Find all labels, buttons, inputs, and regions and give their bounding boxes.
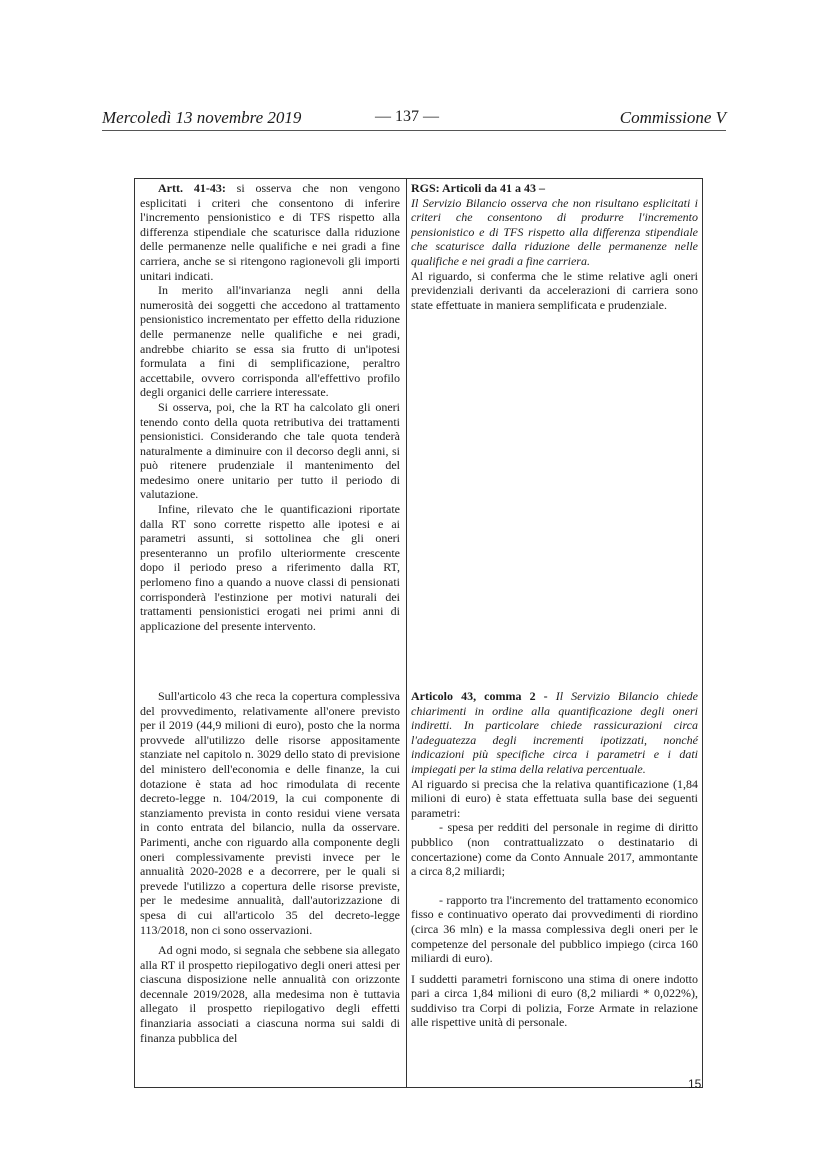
row2-right-heading: Articolo 43, comma 2 - <box>411 689 548 703</box>
header-date: Mercoledì 13 novembre 2019 <box>102 108 302 127</box>
row1-right-cell <box>411 181 698 312</box>
header-page-number: — 137 — <box>375 108 439 125</box>
row2-right-p2: Al riguardo si precisa che la relativa quantificazione (1,84 milioni di euro) è stata effettuata sulla base dei seguenti parametri: <box>411 776 698 820</box>
row2-right-bullet1: - spesa per redditi del personale in regime di diritto pubblico (non contrattualizzato o destinatario di concertazione) come da Conto Annuale 2017, ammontante a circa 8,2 miliardi; <box>411 820 698 879</box>
page-header <box>102 108 726 130</box>
column-divider <box>406 179 407 1087</box>
row1-right-p2: Al riguardo, si conferma che le stime relative agli oneri previdenziali derivanti da accelerazioni di carriera sono state effettuate in maniera semplificata e prudenziale. <box>411 268 698 312</box>
row2-left-p2: Ad ogni modo, si segnala che sebbene sia allegato alla RT il prospetto riepilogativo degli oneri attesi per ciascuna disposizione nelle annualità con orizzonte decennale 2019/2028, alla medesima non è tuttavia allegato il prospetto riepilogativo degli effetti finanziaria associati a ciascuna norma sui saldi di finanza pubblica del <box>140 943 400 1045</box>
row1-left-heading: Artt. 41-43: <box>158 181 226 195</box>
row1-left-cell <box>140 181 400 633</box>
row2-right-bullet2: - rapporto tra l'incremento del trattamento economico fisso e continuativo operato dai provvedimenti di riordino (circa 36 mln) e la massa complessiva degli oneri per le competenze del personale del pubblico impiego (circa 160 miliardi di euro). <box>411 892 698 966</box>
row1-left-p3: Si osserva, poi, che la RT ha calcolato gli oneri tenendo conto della quota retributiva dei trattamenti pensionistici. Considerando che tale quota tenderà naturalmente a diminuire con il decorso degli anni, si può ritenere prudenziale il mantenimento del medesimo onere unitario per tutto il periodo di valutazione. <box>140 399 400 502</box>
row2-right-p3: I suddetti parametri forniscono una stima di onere indotto pari a circa 1,84 milioni di euro (8,2 miliardi * 0,022%), suddiviso tra Corpi di polizia, Forze Armate in relazione alle rispettive unità di personale. <box>411 971 698 1030</box>
row1-left-p1: si osserva che non vengono esplicitati i criteri che consentono di inferire l'incremento pensionistico e di TFS rispetto alla differenza stipendiale che scaturisce dalla riduzione delle permanenze nelle qualifiche e nei gradi a fine carriera, anche se si ritengono ragionevoli gli importi unitari indicati. <box>140 181 400 283</box>
page-number: 15 <box>688 1077 702 1091</box>
comparison-table <box>134 178 703 1088</box>
row1-right-heading: RGS: Articoli da 41 a 43 – <box>411 181 545 195</box>
row1-left-p4: Infine, rilevato che le quantificazioni riportate dalla RT sono corrette rispetto alle ipotesi e ai parametri assunti, si sottolinea che gli oneri presenteranno un profilo ulteriormente crescente dopo il periodo preso a riferimento dalla RT, perlomeno fino a quando a nuove classi di pensionati corrisponderà l'estinzione per motivi naturali dei trattamenti pensionistici erogati nei primi anni di applicazione del presente intervento. <box>140 502 400 633</box>
header-commission: Commissione V <box>619 108 726 127</box>
row1-right-p1: Il Servizio Bilancio osserva che non risultano esplicitati i criteri che consentono di produrre l'incremento pensionistico e di TFS rispetto alla differenza stipendiale che scaturisce dalla riduzione delle permanenze nelle qualifiche e nei gradi a fine carriera. <box>411 195 698 268</box>
row2-left-p1: Sull'articolo 43 che reca la copertura complessiva del provvedimento, relativamente all'onere previsto per il 2019 (44,9 milioni di euro), posto che la norma provvede all'utilizzo delle risorse appositamente stanziate nel capitolo n. 3029 dello stato di previsione del ministero dell'economia e delle finanze, la cui dotazione è stata ad hoc rimodulata di recente decreto-legge n. 104/2019, la cui componente di stanziamento prevista in conto residui viene versata in conto entrata del bilancio, nulla da osservare. Parimenti, anche con riguardo alla componente degli oneri complessivamente previsti invece per le annualità 2020-2028 e a decorrere, per le quali si prevede l'utilizzo a copertura delle risorse previste, per le medesime annualità, dall'autorizzazione di spesa di cui all'articolo 35 del decreto-legge 113/2018, non ci sono osservazioni. <box>140 689 400 937</box>
row2-left-cell <box>140 689 400 1045</box>
row1-left-p2: In merito all'invarianza negli anni della numerosità dei soggetti che accedono al trattamento pensionistico incrementato per effetto della riduzione delle permanenze nelle qualifiche e nei gradi, andrebbe chiarito se essa sia frutto di un'ipotesi formulata a fini di semplificazione, peraltro accettabile, ovvero corrisponda all'effettivo profilo degli organici delle carriere interessate. <box>140 283 400 400</box>
header-rule <box>102 130 726 131</box>
row2-right-p1: Il Servizio Bilancio chiede chiarimenti in ordine alla quantificazione degli oneri indiretti. In particolare chiede rassicurazioni circa l'adeguatezza degli incrementi ipotizzati, nonché indicazioni più specifiche circa i parametri e i dati impiegati per la stima della relativa percentuale. <box>411 689 698 776</box>
row2-right-cell <box>411 689 698 1030</box>
